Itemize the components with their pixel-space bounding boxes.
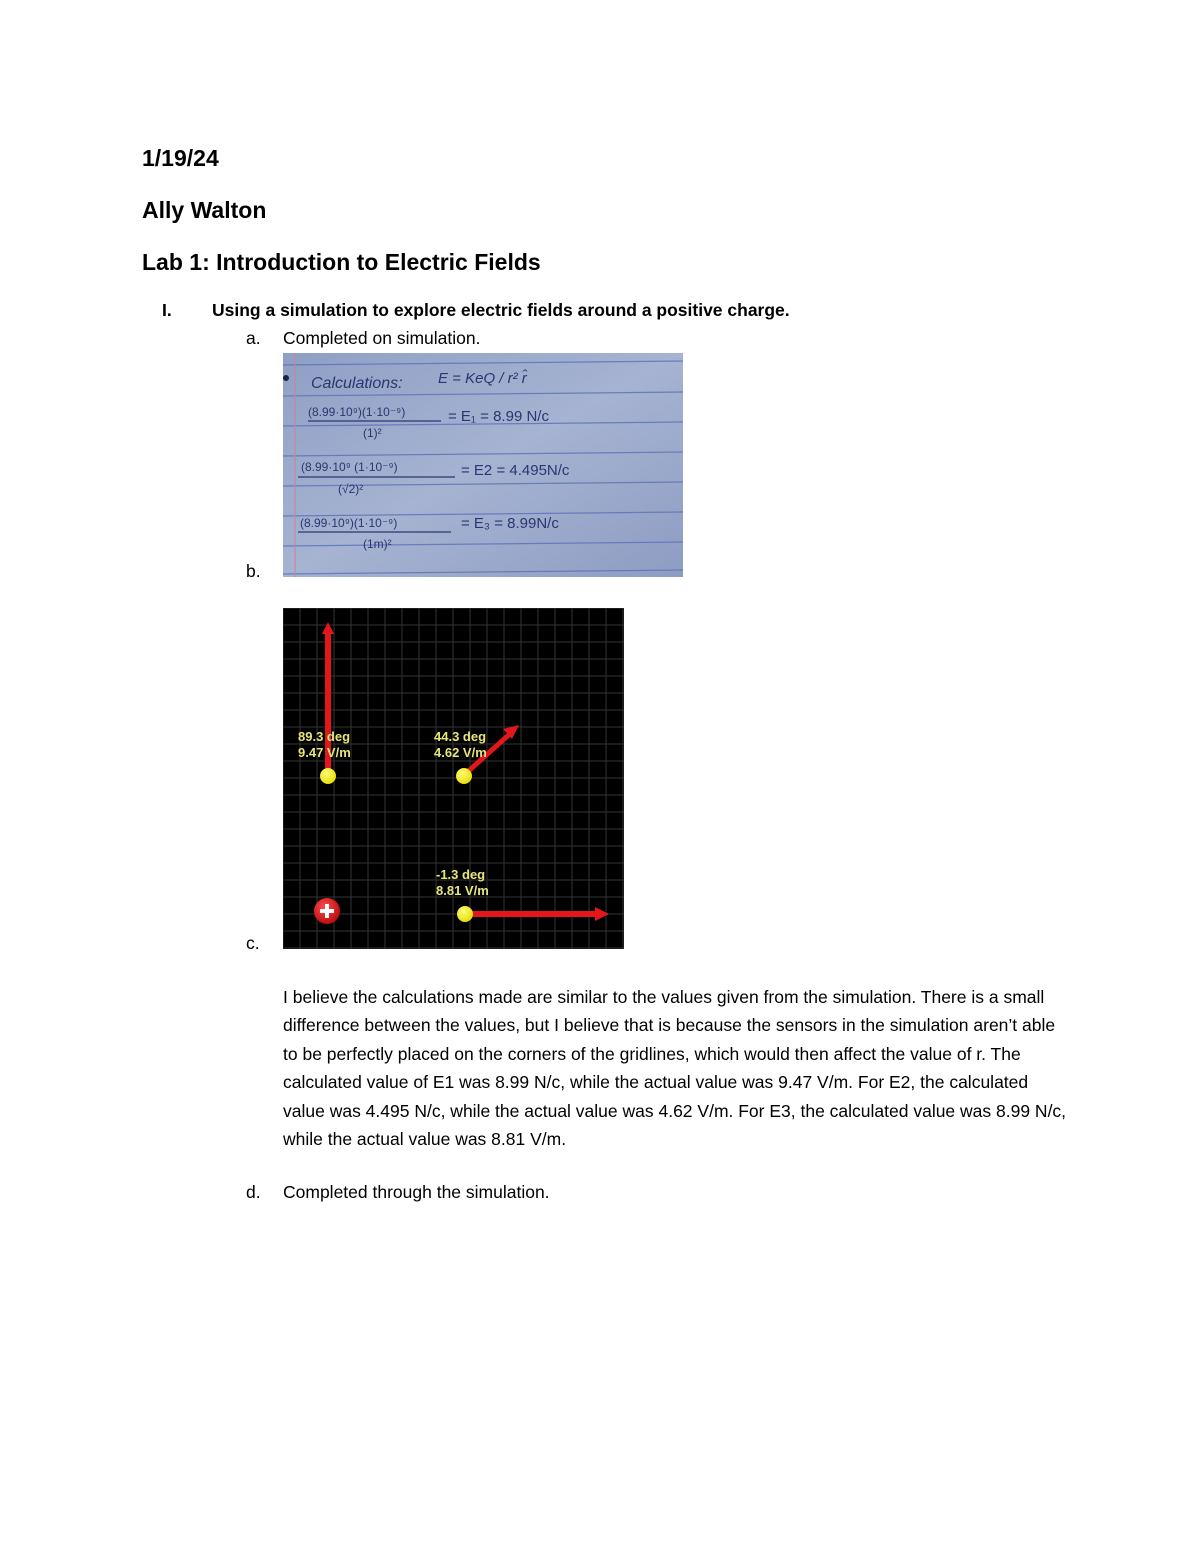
notes-line2-numerator: (8.99·10⁹ (1·10⁻⁹) bbox=[301, 460, 398, 474]
notes-line1-result: = E₁ = 8.99 N/c bbox=[448, 408, 549, 425]
author-name: Ally Walton bbox=[142, 197, 267, 223]
positive-charge bbox=[314, 898, 340, 924]
sensor2-magnitude-label: 4.62 V/m bbox=[434, 745, 487, 760]
notes-formula: E = KeQ / r² r̂ bbox=[438, 370, 527, 387]
field-sensor-3 bbox=[457, 906, 473, 922]
notes-line3-numerator: (8.99·10⁹)(1·10⁻⁹) bbox=[300, 516, 398, 530]
handwritten-calculations-photo bbox=[283, 353, 683, 577]
notes-line3-denominator: (1m)² bbox=[363, 537, 392, 551]
field-sensor-1 bbox=[320, 768, 336, 784]
notes-line1-numerator: (8.99·10⁹)(1·10⁻⁹) bbox=[308, 405, 406, 419]
field-sensor-2 bbox=[456, 768, 472, 784]
list-item-text: Completed on simulation. bbox=[283, 328, 481, 348]
section-number: I. bbox=[162, 300, 172, 320]
notes-heading: Calculations: bbox=[311, 375, 403, 392]
list-item-label: b. bbox=[246, 561, 261, 581]
notes-line2-result: = E2 = 4.495N/c bbox=[461, 462, 570, 479]
list-item-label: a. bbox=[246, 328, 261, 348]
document-date: 1/19/24 bbox=[142, 145, 219, 171]
list-item-text: Completed through the simulation. bbox=[283, 1182, 550, 1202]
sensor3-magnitude-label: 8.81 V/m bbox=[436, 883, 489, 898]
discussion-paragraph: I believe the calculations made are similar to the values given from the simulation. There is a small difference between the values, but I believe that is because the sensors in the simulation aren’t able to be perfectly placed on the corners of the gridlines, which would then affect the value of r. The calculated value of E1 was 8.99 N/c, while the actual value was 9.47 V/m. For E2, the calculated value was 4.495 N/c, while the actual value was 4.62 V/m. For E3, the calculated value was 8.99 N/c, while the actual value was 8.81 V/m. bbox=[283, 987, 1067, 1150]
sensor1-magnitude-label: 9.47 V/m bbox=[298, 745, 351, 760]
notes-line1-denominator: (1)² bbox=[363, 426, 382, 440]
lab-title: Lab 1: Introduction to Electric Fields bbox=[142, 249, 541, 275]
section-title: Using a simulation to explore electric fields around a positive charge. bbox=[212, 300, 790, 320]
list-item-label: c. bbox=[246, 933, 260, 953]
electric-field-simulation bbox=[283, 608, 624, 949]
notes-line2-denominator: (√2)² bbox=[338, 482, 364, 496]
list-item-label: d. bbox=[246, 1182, 261, 1202]
sensor2-angle-label: 44.3 deg bbox=[434, 729, 487, 744]
sensor1-angle-label: 89.3 deg bbox=[298, 729, 351, 744]
sensor3-angle-label: -1.3 deg bbox=[436, 867, 486, 882]
notes-line3-result: = E₃ = 8.99N/c bbox=[461, 515, 559, 532]
